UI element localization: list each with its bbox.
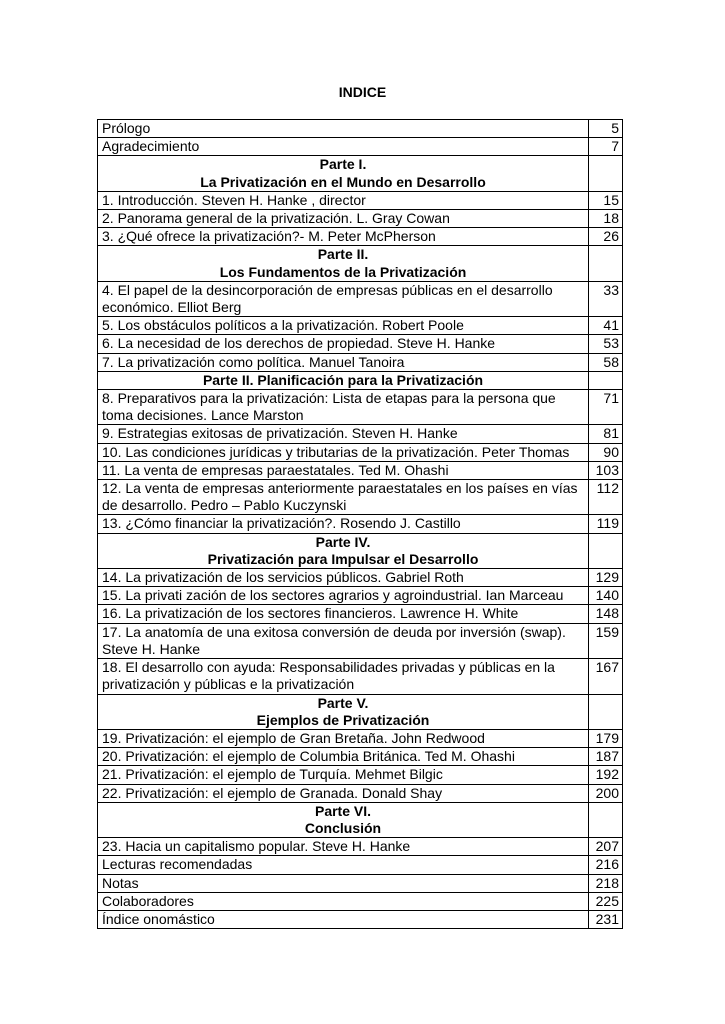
page-number: 179 xyxy=(589,729,623,747)
page-number: 112 xyxy=(589,480,623,515)
part-title: Privatización para Impulsar el Desarrollo xyxy=(207,550,479,567)
page-number: 231 xyxy=(589,910,623,928)
part-title: La Privatización en el Mundo en Desarrollo xyxy=(200,173,486,190)
toc-entry-row xyxy=(98,480,623,515)
entry-title: 23. Hacia un capitalismo popular. Steve H. Hanke xyxy=(98,838,589,856)
entry-title: 3. ¿Qué ofrece la privatización?- M. Peter McPherson xyxy=(98,228,589,246)
entry-title: 2. Panorama general de la privatización. L. Gray Cowan xyxy=(98,210,589,228)
page-number: 53 xyxy=(589,335,623,353)
entry-title: Lecturas recomendadas xyxy=(98,856,589,874)
entry-title: 17. La anatomía de una exitosa conversión de deuda por inversión (swap). Steve H. Hanke xyxy=(98,623,589,658)
page-number xyxy=(589,246,623,281)
page-number: 26 xyxy=(589,228,623,246)
toc-entry-row xyxy=(98,335,623,353)
page-number: 103 xyxy=(589,461,623,479)
toc-entry-row xyxy=(98,390,623,425)
page-number: 207 xyxy=(589,838,623,856)
part-heading-row xyxy=(98,246,623,281)
part-title: Ejemplos de Privatización xyxy=(256,711,430,728)
entry-title: 22. Privatización: el ejemplo de Granada. Donald Shay xyxy=(98,784,589,802)
page-number: 81 xyxy=(589,425,623,443)
page-number: 148 xyxy=(589,605,623,623)
page-number: 192 xyxy=(589,766,623,784)
entry-title: 9. Estrategias exitosas de privatización. Steven H. Hanke xyxy=(98,425,589,443)
entry-title: 14. La privatización de los servicios públicos. Gabriel Roth xyxy=(98,569,589,587)
entry-title: 4. El papel de la desincorporación de empresas públicas en el desarrollo económico. Elliot Berg xyxy=(98,281,589,316)
part-title: Conclusión xyxy=(304,819,382,836)
entry-title: 20. Privatización: el ejemplo de Columbia Británica. Ted M. Ohashi xyxy=(98,748,589,766)
page-number: 119 xyxy=(589,515,623,533)
entry-title: 6. La necesidad de los derechos de propiedad. Steve H. Hanke xyxy=(98,335,589,353)
part-heading-row xyxy=(98,802,623,837)
entry-title: 8. Preparativos para la privatización: Lista de etapas para la persona que toma decisiones. Lance Marston xyxy=(98,390,589,425)
part-title: Los Fundamentos de la Privatización xyxy=(219,263,467,280)
entry-title: 13. ¿Cómo financiar la privatización?. Rosendo J. Castillo xyxy=(98,515,589,533)
entry-title: 5. Los obstáculos políticos a la privatización. Robert Poole xyxy=(98,317,589,335)
part-heading-row xyxy=(98,533,623,568)
page-number: 7 xyxy=(589,138,623,156)
toc-entry-row xyxy=(98,425,623,443)
page-number xyxy=(589,694,623,729)
toc-entry-row xyxy=(98,138,623,156)
page-number: 71 xyxy=(589,390,623,425)
page-number: 187 xyxy=(589,748,623,766)
page-number: 216 xyxy=(589,856,623,874)
page-number: 200 xyxy=(589,784,623,802)
page-number: 159 xyxy=(589,623,623,658)
part-heading xyxy=(98,246,589,281)
toc-entry-row xyxy=(98,228,623,246)
page-number: 5 xyxy=(589,120,623,138)
entry-title: 10. Las condiciones jurídicas y tributarias de la privatización. Peter Thomas xyxy=(98,443,589,461)
page-number: 140 xyxy=(589,587,623,605)
entry-title: 21. Privatización: el ejemplo de Turquía. Mehmet Bilgic xyxy=(98,766,589,784)
entry-title: Agradecimiento xyxy=(98,138,589,156)
entry-title: 12. La venta de empresas anteriormente paraestatales en los países en vías de desarrollo. Pedro – Pablo Kuczynski xyxy=(98,480,589,515)
toc-entry-row xyxy=(98,587,623,605)
part-heading xyxy=(98,156,589,191)
toc-entry-row xyxy=(98,353,623,371)
part-heading-row xyxy=(98,694,623,729)
entry-title: 15. La privati zación de los sectores agrarios y agroindustrial. Ian Marceau xyxy=(98,587,589,605)
entry-title: Colaboradores xyxy=(98,892,589,910)
page-number: 33 xyxy=(589,281,623,316)
entry-title: 19. Privatización: el ejemplo de Gran Bretaña. John Redwood xyxy=(98,729,589,747)
page-number: 129 xyxy=(589,569,623,587)
page-number: 218 xyxy=(589,874,623,892)
toc-entry-row xyxy=(98,443,623,461)
page-number xyxy=(589,802,623,837)
toc-entry-row xyxy=(98,838,623,856)
page-number xyxy=(589,371,623,389)
entry-title: 1. Introducción. Steven H. Hanke , director xyxy=(98,191,589,209)
toc-entry-row xyxy=(98,515,623,533)
part-number: Parte V. xyxy=(317,694,369,711)
part-heading xyxy=(98,533,589,568)
table-of-contents xyxy=(97,119,623,929)
toc-entry-row xyxy=(98,748,623,766)
page-number: 15 xyxy=(589,191,623,209)
entry-title: 7. La privatización como política. Manuel Tanoira xyxy=(98,353,589,371)
part-heading xyxy=(98,371,589,389)
entry-title: 11. La venta de empresas paraestatales. Ted M. Ohashi xyxy=(98,461,589,479)
part-number: Parte VI. xyxy=(314,802,372,819)
toc-entry-row xyxy=(98,623,623,658)
page-number: 225 xyxy=(589,892,623,910)
toc-entry-row xyxy=(98,874,623,892)
page-number: 41 xyxy=(589,317,623,335)
toc-entry-row xyxy=(98,729,623,747)
page-number xyxy=(589,533,623,568)
toc-entry-row xyxy=(98,317,623,335)
toc-entry-row xyxy=(98,210,623,228)
toc-body xyxy=(98,120,623,929)
part-heading-row xyxy=(98,156,623,191)
toc-entry-row xyxy=(98,120,623,138)
toc-entry-row xyxy=(98,784,623,802)
part-number: Parte II. Planificación para la Privatización xyxy=(202,371,484,388)
toc-entry-row xyxy=(98,910,623,928)
page-number: 18 xyxy=(589,210,623,228)
part-number: Parte I. xyxy=(319,156,367,173)
part-number: Parte IV. xyxy=(315,533,371,550)
entry-title: Notas xyxy=(98,874,589,892)
entry-title: Índice onomástico xyxy=(98,910,589,928)
toc-entry-row xyxy=(98,856,623,874)
page-number: 58 xyxy=(589,353,623,371)
toc-entry-row xyxy=(98,569,623,587)
toc-entry-row xyxy=(98,659,623,694)
toc-entry-row xyxy=(98,281,623,316)
entry-title: Prólogo xyxy=(98,120,589,138)
page-number xyxy=(589,156,623,191)
toc-entry-row xyxy=(98,892,623,910)
page-number: 167 xyxy=(589,659,623,694)
toc-entry-row xyxy=(98,766,623,784)
page-number: 90 xyxy=(589,443,623,461)
toc-entry-row xyxy=(98,605,623,623)
entry-title: 16. La privatización de los sectores financieros. Lawrence H. White xyxy=(98,605,589,623)
entry-title: 18. El desarrollo con ayuda: Responsabilidades privadas y públicas en la privatización y públicas e la privatización xyxy=(98,659,589,694)
toc-entry-row xyxy=(98,191,623,209)
toc-entry-row xyxy=(98,461,623,479)
part-heading-row xyxy=(98,371,623,389)
part-heading xyxy=(98,694,589,729)
part-heading xyxy=(98,802,589,837)
part-number: Parte II. xyxy=(317,246,369,263)
page-title: INDICE xyxy=(338,84,387,100)
